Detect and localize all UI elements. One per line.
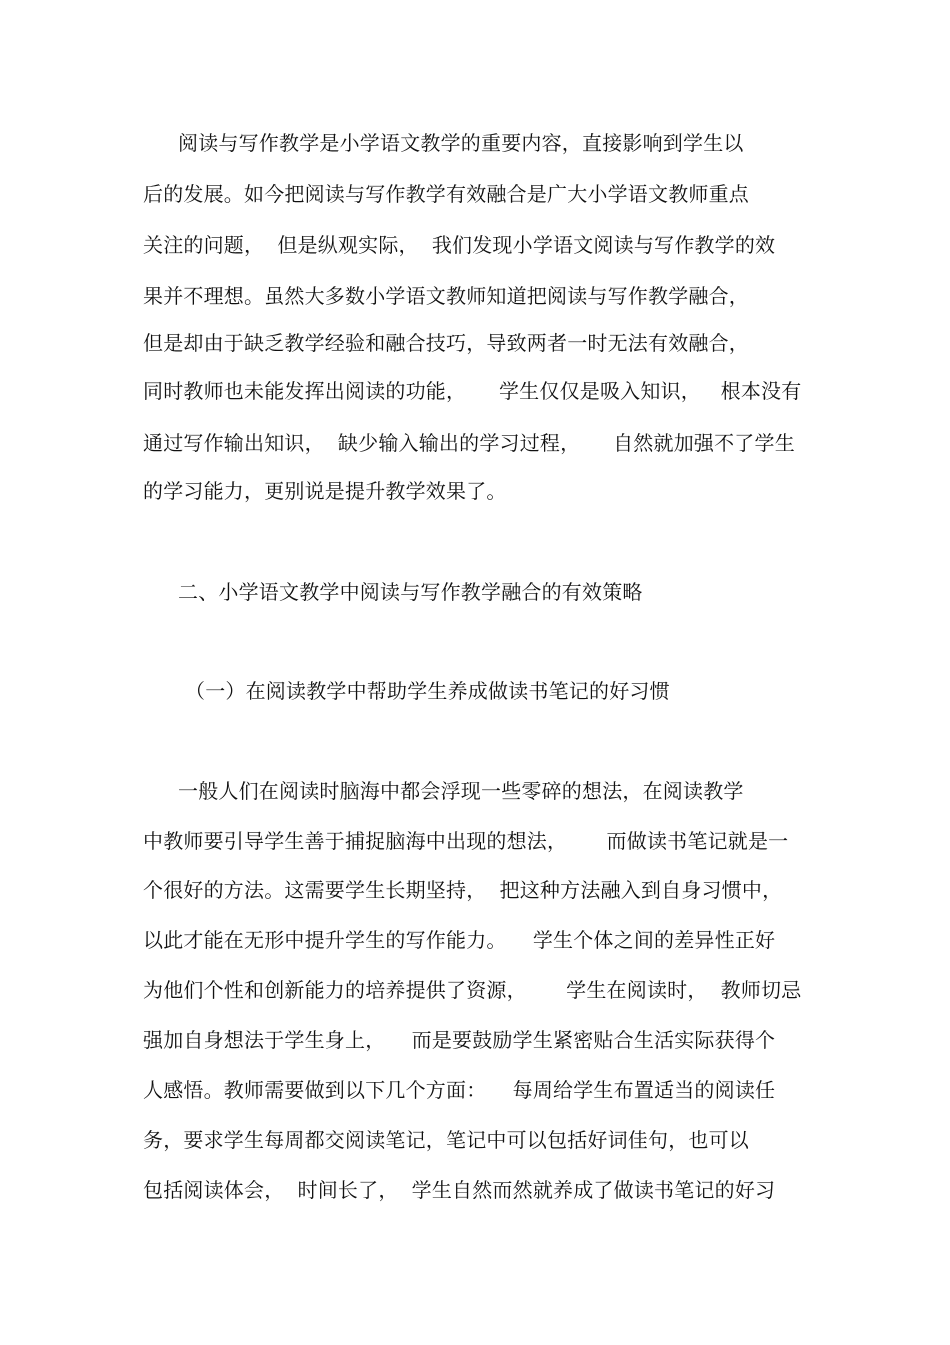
paragraph2-line-7: 人感悟。教师需要做到以下几个方面： 每周给学生布置适当的阅读任 (143, 1078, 776, 1102)
paragraph1-line-1: 阅读与写作教学是小学语文教学的重要内容，直接影响到学生以 (178, 131, 744, 155)
paragraph2-line-9: 包括阅读体会， 时间长了， 学生自然而然就养成了做读书笔记的好习 (143, 1178, 776, 1202)
paragraph1-line-8: 的学习能力，更别说是提升教学效果了。 (143, 479, 507, 503)
paragraph2-line-4: 以此才能在无形中提升学生的写作能力。 学生个体之间的差异性正好 (143, 928, 776, 952)
paragraph1-line-4: 果并不理想。虽然大多数小学语文教师知道把阅读与写作教学融合， (143, 284, 749, 308)
paragraph2-line-8: 务，要求学生每周都交阅读笔记，笔记中可以包括好词佳句，也可以 (143, 1128, 749, 1152)
paragraph2-line-2: 中教师要引导学生善于捕捉脑海中出现的想法， 而做读书笔记就是一 (143, 829, 789, 853)
paragraph2-line-6: 强加自身想法于学生身上， 而是要鼓励学生紧密贴合生活实际获得个 (143, 1028, 776, 1052)
paragraph2-line-3: 个很好的方法。这需要学生长期坚持， 把这种方法融入到自身习惯中， (143, 878, 783, 902)
paragraph2-line-1: 一般人们在阅读时脑海中都会浮现一些零碎的想法，在阅读教学 (178, 779, 744, 803)
section-heading: 二、小学语文教学中阅读与写作教学融合的有效策略 (178, 580, 643, 604)
paragraph1-line-6: 同时教师也未能发挥出阅读的功能， 学生仅仅是吸入知识， 根本没有 (143, 379, 802, 403)
subsection-heading: （一）在阅读教学中帮助学生养成做读书笔记的好习惯 (185, 679, 670, 703)
paragraph1-line-5: 但是却由于缺乏教学经验和融合技巧，导致两者一时无法有效融合， (143, 331, 749, 355)
paragraph1-line-7: 通过写作输出知识， 缺少输入输出的学习过程， 自然就加强不了学生 (143, 431, 795, 455)
paragraph1-line-2: 后的发展。如今把阅读与写作教学有效融合是广大小学语文教师重点 (143, 182, 749, 206)
paragraph2-line-5: 为他们个性和创新能力的培养提供了资源， 学生在阅读时， 教师切忌 (143, 978, 802, 1002)
paragraph1-line-3: 关注的问题， 但是纵观实际， 我们发现小学语文阅读与写作教学的效 (143, 233, 776, 257)
